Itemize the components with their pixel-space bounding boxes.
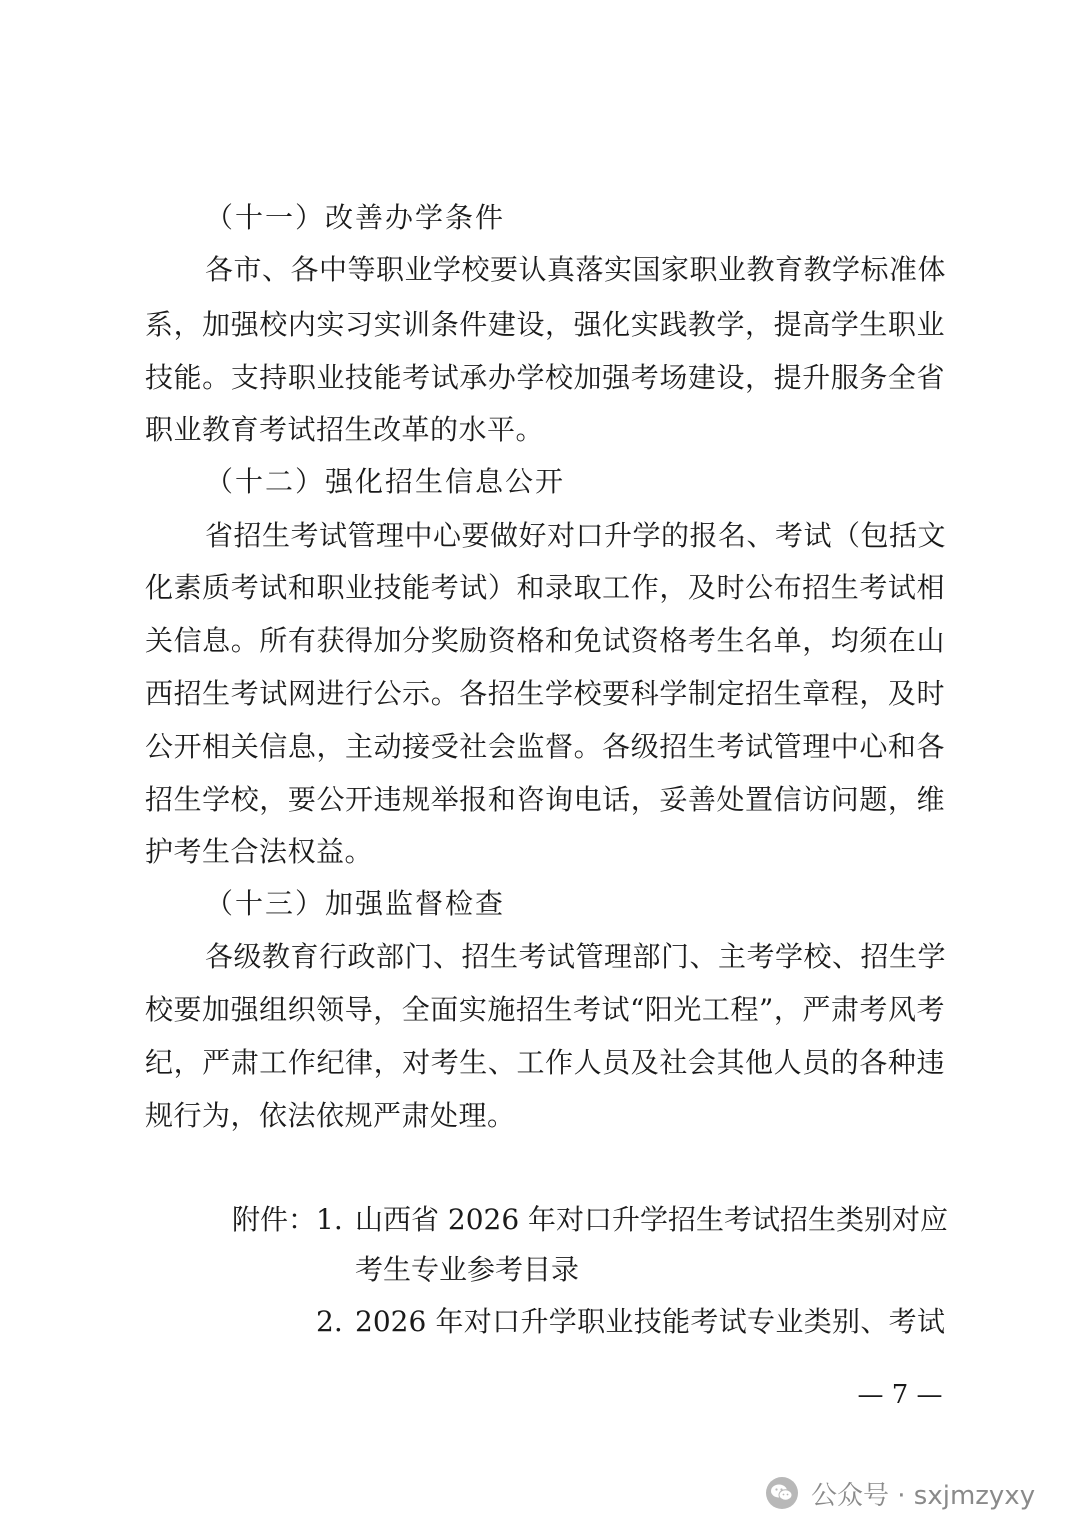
attachment-title-line: 考生专业参考目录 <box>355 1253 580 1286</box>
paragraph-line: 纪，严肃工作纪律，对考生、工作人员及社会其他人员的各种违 <box>145 1046 945 1079</box>
paragraph-line: 西招生考试网进行公示。各招生学校要科学制定招生章程，及时 <box>145 677 945 710</box>
paragraph-line: 省招生考试管理中心要做好对口升学的报名、考试（包括文 <box>205 519 947 552</box>
paragraph-line: 职业教育考试招生改革的水平。 <box>145 413 545 446</box>
wechat-icon <box>765 1476 799 1510</box>
paragraph-line: 化素质考试和职业技能考试）和录取工作，及时公布招生考试相 <box>145 571 945 604</box>
attachment-title-line: 山西省 2026 年对口升学招生考试招生类别对应 <box>355 1203 949 1236</box>
attachment-number: 1. <box>316 1203 343 1236</box>
paragraph-line: 护考生合法权益。 <box>145 835 374 868</box>
paragraph-line: 关信息。所有获得加分奖励资格和免试资格考生名单，均须在山 <box>145 624 945 657</box>
page-number: — 7 — <box>857 1380 943 1410</box>
section-heading: （十二）强化招生信息公开 <box>205 465 566 498</box>
paragraph-line: 公开相关信息，主动接受社会监督。各级招生考试管理中心和各 <box>145 730 945 763</box>
section-heading: （十一）改善办学条件 <box>205 201 506 234</box>
attachment-label: 附件： <box>232 1203 317 1236</box>
watermark-text: 公众号 · sxjmzyxy <box>811 1480 1036 1511</box>
paragraph-line: 规行为，依法依规严肃处理。 <box>145 1099 516 1132</box>
paragraph-line: 招生学校，要公开违规举报和咨询电话，妥善处置信访问题，维 <box>145 783 945 816</box>
attachment-number: 2. <box>316 1305 343 1338</box>
paragraph-line: 校要加强组织领导，全面实施招生考试“阳光工程”，严肃考风考 <box>145 993 945 1026</box>
paragraph-line: 各级教育行政部门、招生考试管理部门、主考学校、招生学 <box>205 940 947 973</box>
attachment-title-line: 2026 年对口升学职业技能考试专业类别、考试 <box>355 1305 945 1338</box>
watermark <box>765 1468 1035 1518</box>
paragraph-line: 技能。支持职业技能考试承办学校加强考场建设，提升服务全省 <box>145 361 945 394</box>
section-heading: （十三）加强监督检查 <box>205 887 506 920</box>
paragraph-line: 各市、各中等职业学校要认真落实国家职业教育教学标准体 <box>205 253 947 286</box>
paragraph-line: 系，加强校内实习实训条件建设，强化实践教学，提高学生职业 <box>145 308 945 341</box>
